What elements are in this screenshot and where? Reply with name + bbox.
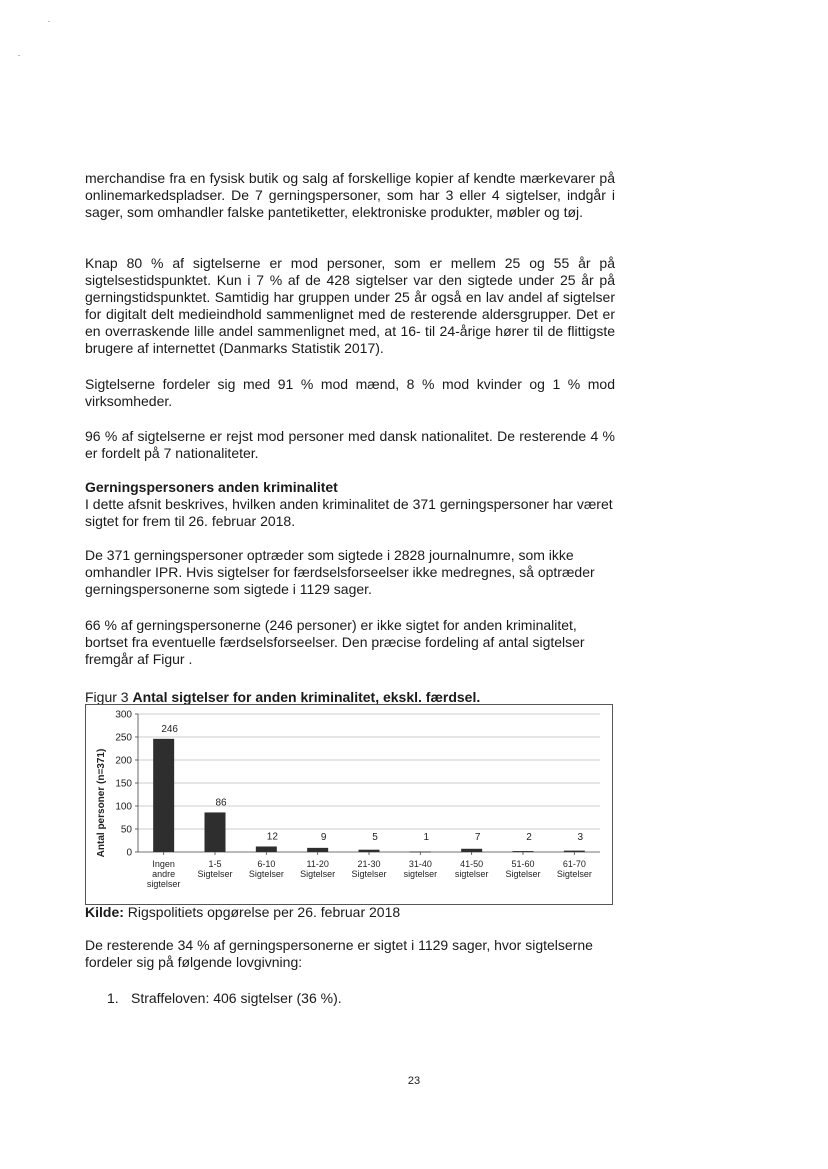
data-label: 86 (215, 797, 227, 809)
x-tick-label: Sigtelser (248, 869, 284, 879)
x-tick-label: 11-20 (306, 859, 329, 869)
x-tick-label: Ingen (152, 859, 175, 869)
bar (153, 739, 174, 852)
y-tick-label: 150 (115, 778, 132, 790)
data-label: 9 (320, 832, 327, 843)
x-tick-label: Sigtelser (351, 869, 387, 879)
bar (359, 850, 380, 852)
page-number: 23 (407, 1075, 421, 1087)
paragraph-gender-distribution: Sigtelserne fordeler sig med 91 % mod mænd, 8 % mod kvinder og 1 % mod virksomheder. (85, 376, 615, 409)
x-tick-label: andre (152, 869, 176, 879)
data-label: 1 (423, 832, 430, 843)
source-label: Kilde: (85, 904, 124, 920)
y-tick-label: 300 (115, 709, 132, 721)
data-label: 5 (372, 832, 378, 843)
bar (513, 851, 534, 852)
data-label: 7 (474, 832, 481, 843)
x-tick-label: 61-70 (562, 859, 586, 869)
paragraph-section-intro: I dette afsnit beskrives, hvilken anden kriminalitet de 371 gerningspersoner har været sigtet for frem til 26. februar 2018. (85, 496, 613, 529)
bar (410, 852, 431, 853)
scan-speck (18, 55, 20, 56)
figure-title: Antal sigtelser for anden kriminalitet, ekskl. færdsel. (132, 689, 481, 705)
y-tick-label: 100 (115, 801, 132, 813)
x-tick-label: sigtelser (403, 869, 438, 879)
x-tick-label: 51-60 (511, 859, 535, 869)
x-tick-label: sigtelser (454, 869, 489, 879)
x-tick-label: 21-30 (357, 859, 381, 869)
y-tick-label: 50 (120, 824, 132, 836)
x-tick-label: 41-50 (460, 859, 484, 869)
bar-chart (86, 705, 612, 904)
y-tick-label: 200 (115, 755, 132, 767)
source-line (85, 904, 400, 921)
paragraph-no-other-crime: 66 % af gerningspersonerne (246 personer) er ikke sigtet for anden kriminalitet, bortset fra eventuelle færdselsforseelser. Den præcise fordeling af antal sigtelser fremgår af Figur . (85, 617, 585, 667)
data-label: 2 (526, 832, 532, 843)
paragraph-age-distribution: Knap 80 % af sigtelserne er mod personer, som er mellem 25 og 55 år på sigtelsestidspunktet. Kun i 7 % af de 428 sigtelser var den sigtede under 25 år på gerningstidspunktet. Samtidig har gruppen under 25 år også en lav andel af sigtelser for digitalt delt medieindhold sammenlignet med de resterende aldersgrupper. Det er en overraskende lille andel sammenlignet med, at 16- til 24-årige hører til de flittigste brugere af internettet (Danmarks Statistik 2017). (85, 255, 615, 356)
x-tick-label: 31-40 (408, 859, 432, 869)
scan-speck (48, 21, 50, 22)
bar (461, 849, 482, 852)
x-tick-label: Sigtelser (197, 869, 233, 879)
list-item (107, 990, 342, 1007)
x-tick-label: Sigtelser (300, 869, 336, 879)
paragraph-merchandise: merchandise fra en fysisk butik og salg af forskellige kopier af kendte mærkevarer på onlinemarkedspladser. De 7 gerningspersoner, som har 3 eller 4 sigtelser, indgår i sager, som omhandler falske pantetiketter, elektroniske produkter, møbler og tøj. (85, 170, 615, 220)
x-tick-label: 6-10 (257, 859, 276, 869)
bar (256, 846, 277, 852)
paragraph-journal-numbers: De 371 gerningspersoner optræder som sigtede i 2828 journalnumre, som ikke omhandler IPR. Hvis sigtelser for færdselsforseelser ikke medregnes, så optræder gerningspersonerne som sigtede i 1129 sager. (85, 547, 595, 597)
x-tick-label: Sigtelser (556, 869, 592, 879)
list-item-text: Straffeloven: 406 sigtelser (36 %). (131, 990, 342, 1006)
bar (205, 812, 226, 852)
data-label: 12 (266, 831, 278, 843)
data-label: 246 (161, 723, 179, 735)
x-tick-label: Sigtelser (505, 869, 541, 879)
x-tick-label: 1-5 (208, 859, 222, 869)
list-item-number: 1. (107, 990, 119, 1006)
y-tick-label: 0 (126, 847, 132, 859)
paragraph-nationality: 96 % af sigtelserne er rejst mod personer med dansk nationalitet. De resterende 4 % er fordelt på 7 nationaliteter. (85, 428, 615, 461)
x-tick-label: sigtelser (146, 879, 181, 889)
chart-frame (85, 704, 613, 905)
y-axis-title: Antal personer (n=371) (96, 748, 107, 858)
paragraph-remaining: De resterende 34 % af gerningspersonerne er sigtet i 1129 sager, hvor sigtelserne fordeler sig på følgende lovgivning: (85, 937, 593, 970)
bar (564, 851, 585, 852)
figure-label: Figur 3 (85, 689, 129, 705)
data-label: 3 (577, 832, 584, 843)
y-tick-label: 250 (115, 732, 132, 744)
bar (307, 848, 328, 852)
section-heading: Gerningspersoners anden kriminalitet (85, 479, 338, 495)
source-text: Rigspolitiets opgørelse per 26. februar 2018 (127, 904, 401, 920)
